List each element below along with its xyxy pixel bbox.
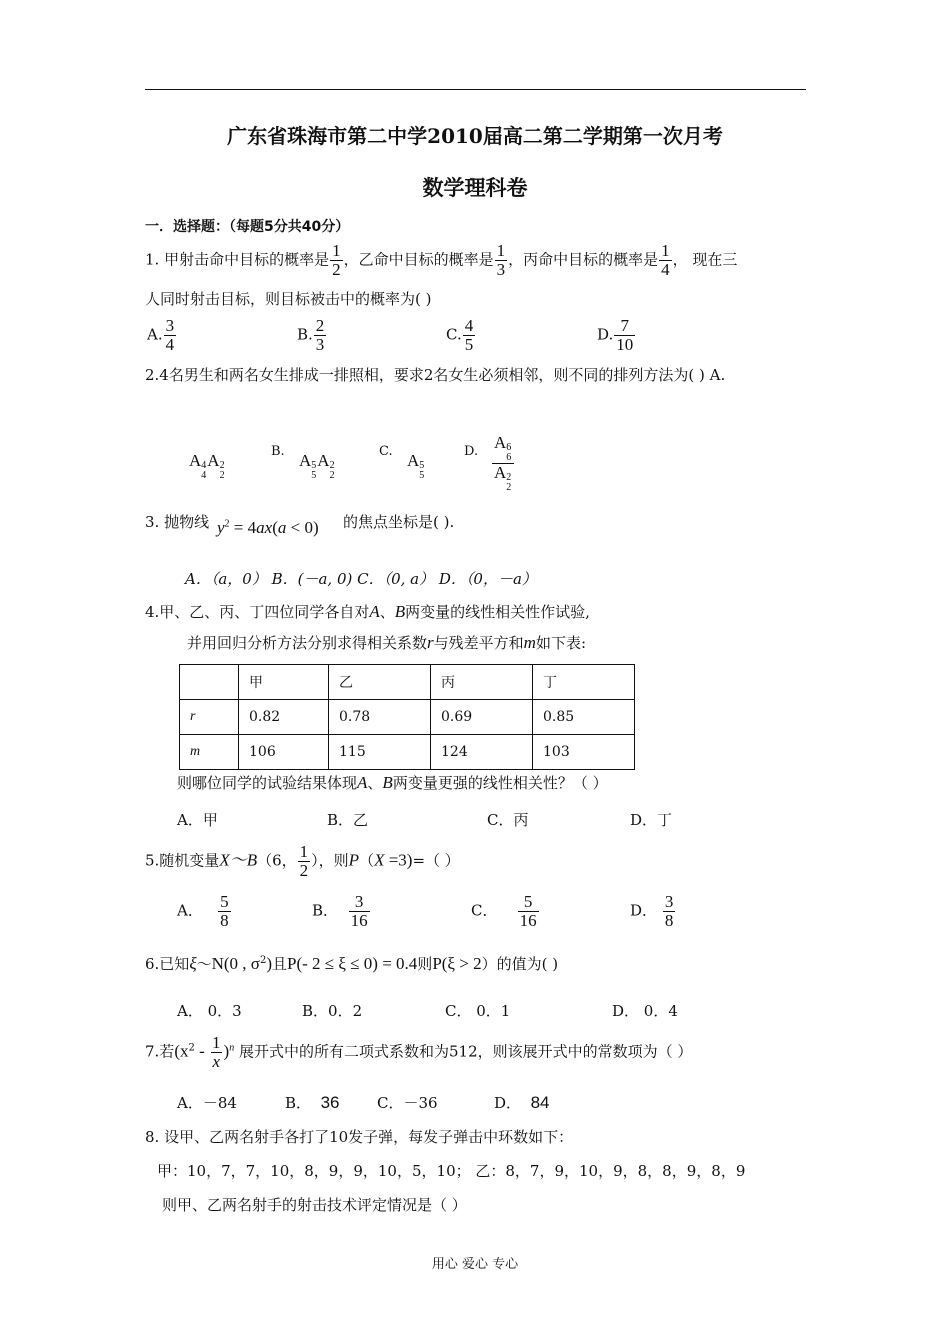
table-cell: 0.69 — [431, 700, 533, 735]
header-rule — [145, 89, 806, 90]
exam-title: 广东省珠海市第二中学2010届高二第二学期第一次月考 — [227, 124, 723, 148]
q2-option-a: A 4 4 A 2 2 — [189, 451, 225, 481]
section-heading: 一．选择题：（每题5分共40分） — [145, 219, 350, 235]
table-cell — [180, 665, 239, 700]
fraction: $\frac{1}{3}$ — [496, 241, 506, 279]
page-footer: 用心 爱心 专心 — [431, 1257, 519, 1272]
q5-option-b: B． $\frac{3}{16}$ — [312, 892, 368, 930]
table-cell: r — [180, 700, 239, 735]
q1-option-a: A. $\frac{3}{4}$ — [147, 316, 175, 354]
question-4-line2: 并用回归分析方法分别求得相关系数r与残差平方和m如下表: — [187, 633, 586, 652]
q1-option-c: C. $\frac{4}{5}$ — [446, 316, 474, 354]
question-2-stem: 2.4名男生和两名女生排成一排照相，要求2名女生必须相邻，则不同的排列方法为( ) A. — [145, 366, 726, 384]
q5-option-a: A． $\frac{5}{8}$ — [177, 892, 229, 930]
table-cell: 103 — [533, 735, 635, 770]
question-8-line1: 8. 设甲、乙两名射手各打了10发子弹，每发子弹击中环数如下： — [145, 1128, 574, 1146]
question-4-line3: 则哪位同学的试验结果体现A、B两变量更强的线性相关性？（ ） — [177, 773, 608, 792]
fraction: $\frac{1}{2}$ — [332, 241, 341, 279]
q1-option-d: D. $\frac{7}{10}$ — [597, 316, 634, 354]
table-cell: 124 — [431, 735, 533, 770]
question-7-stem: 7.若($x^2$ - $\frac{1}{x}$ )$^n$ 展开式中的所有二项式系数和为512，则该展开式中的常数项为（ ） — [145, 1033, 693, 1071]
question-4-line1: 4.甲、乙、丙、丁四位同学各自对A、B两变量的线性相关性作试验, — [145, 602, 590, 621]
q4-option-b: B．乙 — [327, 811, 369, 829]
question-3-suffix: 的焦点坐标是( ). — [343, 513, 455, 531]
question-3-prefix: 3. 抛物线 — [145, 513, 210, 531]
q6-option-a: A． 0．3 — [177, 1002, 242, 1020]
table-header-row — [180, 665, 635, 700]
table-cell: 115 — [329, 735, 431, 770]
q2-label-b: B. — [271, 444, 285, 459]
q1-option-b: B. $\frac{2}{3}$ — [297, 316, 325, 354]
fraction: $\frac{1}{4}$ — [661, 241, 670, 279]
table-cell: 乙 — [329, 665, 431, 700]
table-row — [180, 735, 635, 770]
q5-option-d: D． $\frac{3}{8}$ — [630, 892, 674, 930]
question-1-line2: 人同时射击目标，则目标被击中的概率为( ) — [145, 290, 432, 308]
table-cell: 0.82 — [239, 700, 329, 735]
table-cell: m — [180, 735, 239, 770]
table-cell: 0.78 — [329, 700, 431, 735]
table-cell: 0.85 — [533, 700, 635, 735]
q7-option-c: C．－36 — [377, 1094, 438, 1112]
q2-label-c: C. — [379, 444, 393, 459]
parabola-equation: $y^2 = 4ax(a < 0)$ — [217, 518, 319, 537]
q6-option-c: C． 0．1 — [445, 1002, 511, 1020]
question-8-line2: 甲：10，7，7，10，8，9，9，10，5，10； 乙：8，7，9，10，9，8，8，9，8，9 — [157, 1162, 746, 1180]
table-cell: 丙 — [431, 665, 533, 700]
q7-option-b: B． 36 — [285, 1093, 340, 1112]
q2-option-b: A 5 5 A 2 2 — [299, 451, 335, 481]
q7-option-d: D． 84 — [494, 1093, 550, 1112]
question-8-line3: 则甲、乙两名射手的射击技术评定情况是（ ） — [162, 1196, 467, 1214]
q2-option-d: A 6 6 A 2 2 — [491, 434, 515, 493]
q2-label-d: D. — [464, 444, 479, 459]
q6-option-d: D． 0．4 — [612, 1002, 678, 1020]
table-cell: 丁 — [533, 665, 635, 700]
question-5-stem: 5.随机变量X～B（6， $\frac{1}{2}$ ），则P（X =3)=（ ） — [145, 842, 460, 880]
table-cell: 甲 — [239, 665, 329, 700]
q4-option-a: A．甲 — [177, 811, 218, 829]
table-cell: 106 — [239, 735, 329, 770]
q6-option-b: B．0．2 — [302, 1002, 363, 1020]
q4-option-d: D．丁 — [630, 811, 673, 829]
correlation-table — [179, 664, 635, 770]
q2-option-c: A 5 5 — [407, 451, 425, 481]
question-3-options: A．（a，0） B．(－a, 0) C．（0, a） D．（0，－a） — [185, 570, 537, 588]
question-6-stem: 6.已知ξ～N(0 , $\sigma^2$)且P(- 2 ≤ ξ ≤ 0) = 0.4则P(ξ > 2）的值为( ) — [145, 954, 559, 973]
exam-subtitle: 数学理科卷 — [422, 175, 528, 200]
q5-option-c: C． $\frac{5}{16}$ — [471, 892, 537, 930]
q7-option-a: A．－84 — [177, 1094, 237, 1112]
q4-option-c: C．丙 — [487, 811, 529, 829]
table-row — [180, 700, 635, 735]
question-1-stem: 1. 甲射击命中目标的概率是 $\frac{1}{2}$ ，乙命中目标的概率是 $\frac{1}{3}$ ，丙命中目标的概率是 $\frac{1}{4}$ ， 现在三 — [145, 241, 738, 279]
